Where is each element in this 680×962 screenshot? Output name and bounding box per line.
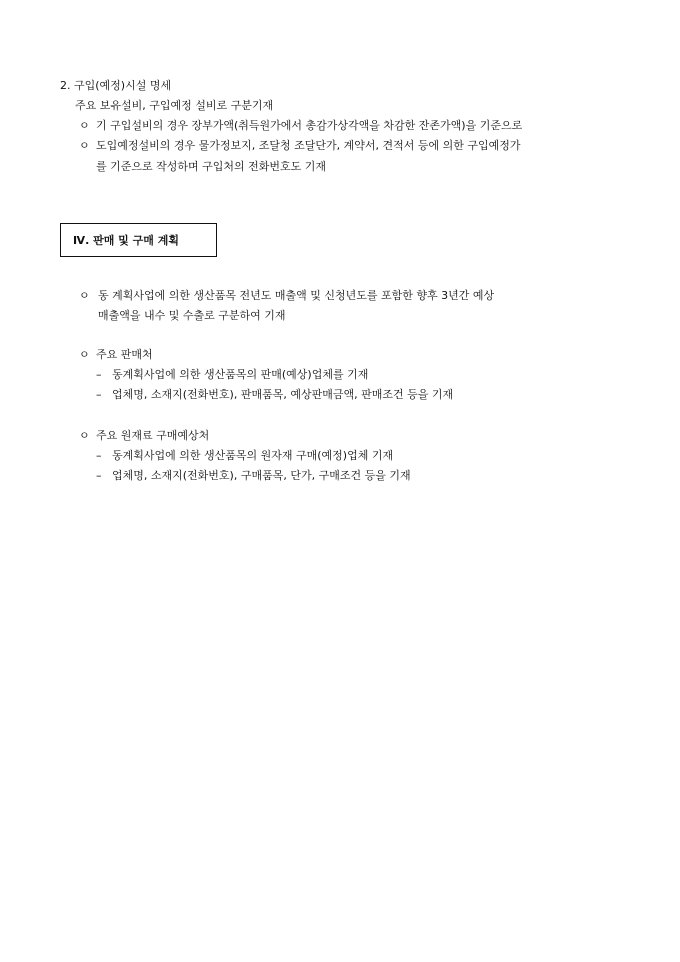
dash-marker: – <box>96 368 102 381</box>
bullet-text-continuation: 를 기준으로 작성하며 구입처의 전화번호도 기재 <box>96 160 327 173</box>
sub-item-text: 업체명, 소재지(전화번호), 구매품목, 단가, 구매조건 등을 기재 <box>112 469 411 482</box>
bullet-marker: ㅇ <box>79 429 90 442</box>
bullet-text-continuation: 매출액을 내수 및 수출로 구분하여 기재 <box>98 309 286 322</box>
bullet-heading-purchase: 주요 원재료 구매예상처 <box>96 429 210 442</box>
dash-marker: – <box>96 449 102 462</box>
dash-marker: – <box>96 388 102 401</box>
bullet-marker: ㅇ <box>79 139 90 152</box>
bullet-marker: ㅇ <box>79 348 90 361</box>
bullet-text: 동 계획사업에 의한 생산품목 전년도 매출액 및 신청년도를 포함한 향후 3년간 예상 <box>98 289 495 302</box>
bullet-text: 기 구입설비의 경우 장부가액(취득원가에서 총감가상각액을 차감한 잔존가액)을 기준으로 <box>96 119 523 132</box>
section-2-heading: 2. 구입(예정)시설 명세 <box>60 79 172 92</box>
bullet-text: 도입예정설비의 경우 물가정보지, 조달청 조달단가, 계약서, 견적서 등에 의한 구입예정가 <box>96 139 521 152</box>
bullet-marker: ㅇ <box>79 289 90 302</box>
section-2-intro: 주요 보유설비, 구입예정 설비로 구분기재 <box>75 99 274 112</box>
bullet-heading-sales: 주요 판매처 <box>96 348 153 361</box>
bullet-marker: ㅇ <box>79 119 90 132</box>
dash-marker: – <box>96 469 102 482</box>
sub-item-text: 업체명, 소재지(전화번호), 판매품목, 예상판매금액, 판매조건 등을 기재 <box>112 388 454 401</box>
section-4-title-box <box>60 223 217 257</box>
sub-item-text: 동계획사업에 의한 생산품목의 원자재 구매(예정)업체 기재 <box>112 449 394 462</box>
section-4-title: Ⅳ. 판매 및 구매 계획 <box>73 234 179 247</box>
sub-item-text: 동계획사업에 의한 생산품목의 판매(예상)업체를 기재 <box>112 368 369 381</box>
